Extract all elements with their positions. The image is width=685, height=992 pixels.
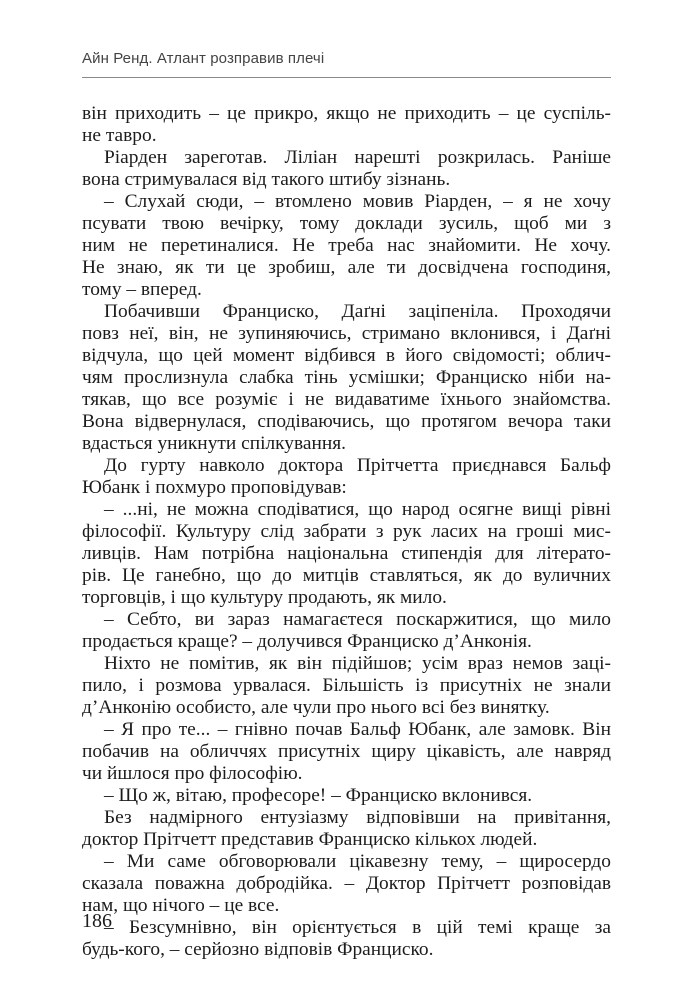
text-line: Без надмірного ентузіазму відповівши на привітання, xyxy=(104,807,611,828)
text-line: – Себто, ви зараз намагаєтеся поскаржитися, що мило xyxy=(104,609,611,630)
text-line: До гурту навколо доктора Прітчетта приєднався Бальф xyxy=(104,455,611,476)
text-line: – Я про те... – гнівно почав Бальф Юбанк, але замовк. Він xyxy=(104,719,611,740)
header-divider xyxy=(82,77,611,78)
text-line: Побачивши Франциско, Даґні заціпеніла. Проходячи xyxy=(104,301,611,322)
text-line: Не знаю, як ти це зробиш, але ти досвідчена господиня, xyxy=(82,257,611,278)
text-line: д’Анконію особисто, але чули про нього всі без винятку. xyxy=(82,697,550,718)
text-line: не тавро. xyxy=(82,125,157,146)
text-line: ним не перетиналися. Не треба нас знайомити. Не хочу. xyxy=(82,235,611,256)
text-line: доктор Прітчетт представив Франциско кількох людей. xyxy=(82,829,538,850)
text-line: вдасться уникнути спілкування. xyxy=(82,433,346,454)
text-line: продається краще? – долучився Франциско д’Анконія. xyxy=(82,631,532,652)
text-line: Вона відвернулася, сподіваючись, що протягом вечора таки xyxy=(82,411,611,432)
text-line: – Що ж, вітаю, професоре! – Франциско вклонився. xyxy=(104,785,533,806)
text-line: пило, і розмова урвалася. Більшість із присутніх не знали xyxy=(82,675,611,696)
text-line: Юбанк і похмуро проповідував: xyxy=(82,477,347,498)
text-line: торговців, і що культуру продають, як мило. xyxy=(82,587,447,608)
text-line: чям прослизнула слабка тінь усмішки; Франциско ніби на- xyxy=(82,367,611,388)
text-line: Ніхто не помітив, як він підійшов; усім враз немов заці- xyxy=(104,653,611,674)
text-line: він приходить – це прикро, якщо не приходить – це суспіль- xyxy=(82,103,611,124)
text-line: будь-кого, – серйозно відповів Франциско. xyxy=(82,939,434,960)
text-line: – Слухай сюди, – втомлено мовив Ріарден, – я не хочу xyxy=(104,191,611,212)
text-line: – ...ні, не можна сподіватися, що народ осягне вищі рівні xyxy=(104,499,611,520)
text-line: сказала поважна добродійка. – Доктор Прітчетт розповідав xyxy=(82,873,611,894)
body-text xyxy=(82,103,611,961)
text-line: рів. Це ганебно, що до митців ставляться, як до вуличних xyxy=(82,565,611,586)
running-head-title: Айн Ренд. Атлант розправив плечі xyxy=(82,50,325,67)
text-line: повз неї, він, не зупиняючись, стримано вклонився, і Даґні xyxy=(82,323,611,344)
text-line: відчула, що цей момент відбився в його свідомості; облич- xyxy=(82,345,611,366)
text-line: вона стримувалася від такого штибу зізнань. xyxy=(82,169,451,190)
text-line: тякав, що все розуміє і не видаватиме їхнього знайомства. xyxy=(82,389,611,410)
text-line: нам, що нічого – це все. xyxy=(82,895,280,916)
text-line: побачив на обличчях присутніх щиру цікавість, але навряд xyxy=(82,741,611,762)
text-line: тому – вперед. xyxy=(82,279,202,300)
text-line: чи йшлося про філософію. xyxy=(82,763,303,784)
page-number: 186 xyxy=(82,910,112,932)
text-line: – Ми саме обговорювали цікавезну тему, – щиросердо xyxy=(104,851,611,872)
text-line: філософії. Культуру слід забрати з рук ласих на гроші мис- xyxy=(82,521,611,542)
text-line: ливців. Нам потрібна національна стипендія для літерато- xyxy=(82,543,611,564)
text-line: – Безсумнівно, він орієнтується в цій темі краще за xyxy=(104,917,611,938)
text-line: Ріарден зареготав. Ліліан нарешті розкрилась. Раніше xyxy=(104,147,611,168)
text-line: псувати твою вечірку, тому доклади зусиль, щоб ми з xyxy=(82,213,611,234)
